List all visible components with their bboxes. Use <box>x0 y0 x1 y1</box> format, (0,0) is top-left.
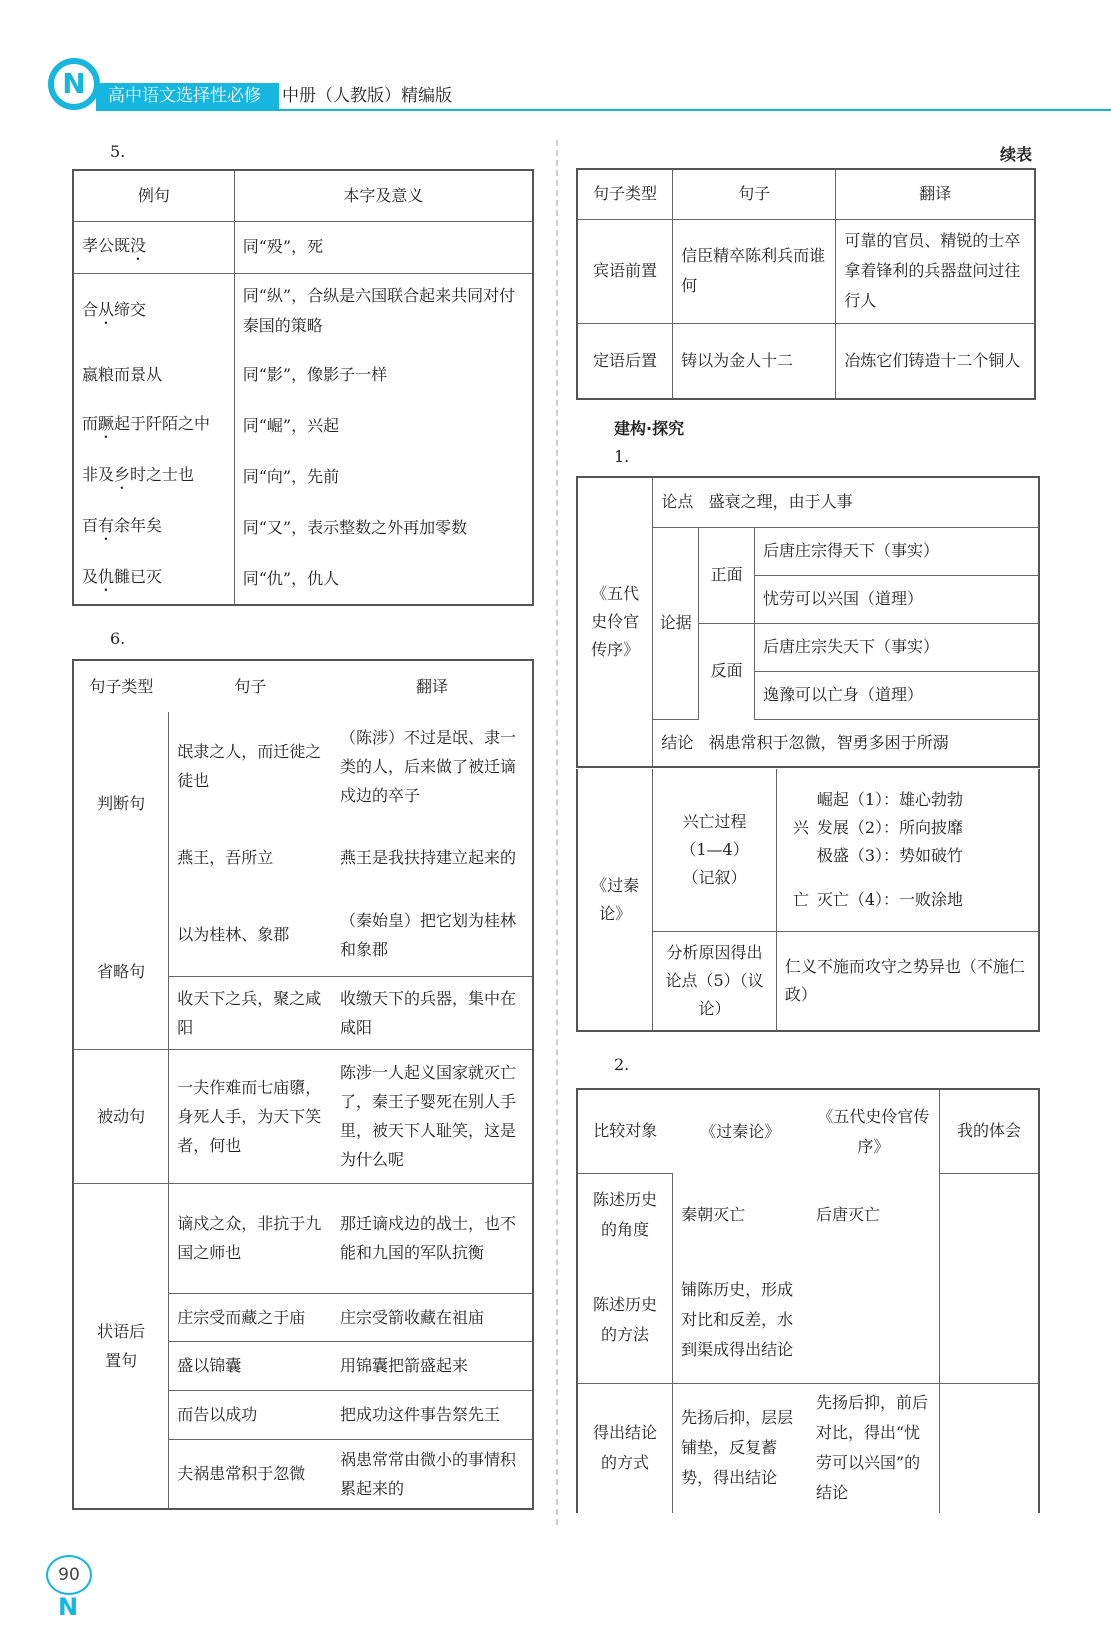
meaning-cell: 同“又”，表示整数之外再加零数 <box>234 502 533 553</box>
process-cell: 兴亡过程（1—4）（记叙） <box>653 769 777 931</box>
jielun-text: 祸患常积于忽微，智勇多困于所溺 <box>708 732 949 752</box>
table-row <box>577 323 1035 399</box>
table-row <box>73 1183 533 1293</box>
wang-stage: 灭亡（4）：一败涂地 <box>816 889 964 909</box>
guoqin-structure-table <box>576 769 1040 1032</box>
sentence-cell: 氓隶之人，而迁徙之徒也 <box>177 742 322 790</box>
example-text: 嬴粮而 <box>82 364 131 384</box>
type-cell: 被动句 <box>73 1049 169 1183</box>
translation-cell: 那迁谪戍边的战士，也不能和九国的军队抗衡 <box>332 1183 533 1293</box>
meaning-cell: 同“崛”，兴起 <box>234 400 533 451</box>
example-text: 雠已灭 <box>114 567 163 586</box>
meaning-cell: 同“纵”，合纵是六国联合起来共同对付秦国的策略 <box>234 273 533 349</box>
example-text: 余年矣 <box>114 516 163 535</box>
sec6-head-translation: 翻译 <box>415 677 448 696</box>
table-row <box>73 502 533 553</box>
example-text: 孝公既 <box>82 235 131 255</box>
sentence-cell: 庄宗受而藏之于庙 <box>169 1293 332 1341</box>
fanmian-label: 反面 <box>699 623 755 719</box>
table-row <box>73 553 533 605</box>
table-row <box>577 1383 1039 1513</box>
compare-wudai-cell: 后唐灭亡 <box>815 1205 880 1224</box>
translation-cell: 陈涉一人起义国家就灭亡了，秦王子婴死在别人手里，被天下人耻笑，这是为什么呢 <box>332 1049 533 1183</box>
table-row <box>73 1049 533 1183</box>
explore-label-1: 1. <box>614 447 630 466</box>
page-number: 90 <box>46 1555 92 1595</box>
compare-wudai-cell: 先扬后抑，前后对比，得出“忧劳可以兴国”的结论 <box>808 1383 939 1513</box>
compare-guoqin-cell: 先扬后抑，层层铺垫，反复蓄势，得出结论 <box>673 1383 808 1513</box>
compare-head-guoqin: 《过秦论》 <box>700 1121 781 1141</box>
sentence-cell: 盛以锦囊 <box>169 1341 332 1390</box>
dotted-char: 从 <box>98 299 115 319</box>
type-cell: 判断句 <box>73 712 169 894</box>
sentence-cell: 以为桂林、象郡 <box>169 894 332 976</box>
table-row <box>73 712 533 820</box>
example-text: 合 <box>82 299 99 319</box>
translation-cell: 燕王是我扶持建立起来的 <box>339 847 516 867</box>
meaning-cell: 同“殁”，死 <box>234 221 533 273</box>
xing-label: 兴 <box>792 817 809 837</box>
zheng-reason: 忧劳可以兴国（道理） <box>755 575 1039 623</box>
sentence-cell: 燕王，吾所立 <box>177 847 274 867</box>
translation-cell: 祸患常常由微小的事情积累起来的 <box>332 1439 533 1509</box>
example-text: 及 <box>82 567 99 586</box>
dotted-char: 乡 <box>114 465 131 484</box>
wang-label: 亡 <box>792 889 809 909</box>
table-row <box>577 219 1035 323</box>
sec5-table <box>72 169 534 606</box>
wudai-structure-table <box>576 476 1040 768</box>
compare-note-cell <box>939 1383 1039 1513</box>
translation-cell: 收缴天下的兵器，集中在咸阳 <box>332 976 533 1049</box>
table-row <box>73 451 533 502</box>
zheng-fact: 后唐庄宗得天下（事实） <box>755 527 1039 575</box>
section-5-label: 5. <box>110 142 126 161</box>
fan-reason: 逸豫可以亡身（道理） <box>755 671 1039 719</box>
cont-head-translation: 翻译 <box>836 169 1035 219</box>
compare-head-wudai: 《五代史伶官传序》 <box>817 1106 930 1156</box>
header-rule <box>96 109 1111 111</box>
wudai-title: 《五代史伶官传序》 <box>577 477 653 767</box>
type-cell: 宾语前置 <box>577 219 673 323</box>
translation-cell: （陈涉）不过是氓、隶一类的人，后来做了被迁谪戍边的卒子 <box>339 727 516 805</box>
conclusion-cell: 仁义不施而攻守之势异也（不施仁政） <box>776 931 1039 1031</box>
compare-key: 陈述历史的方法 <box>577 1257 673 1383</box>
table-row <box>73 273 533 349</box>
example-text: 非及 <box>82 465 115 484</box>
sec5-head-meaning: 本字及意义 <box>234 170 533 221</box>
brand-logo: N <box>48 58 100 110</box>
page-logo-mark: N <box>58 1593 79 1621</box>
sentence-cell: 一夫作难而七庙隳，身死人手，为天下笑者，何也 <box>169 1049 332 1183</box>
example-text: 从 <box>146 364 163 384</box>
sentence-cell: 铸以为金人十二 <box>673 323 836 399</box>
sec5-head-example: 例句 <box>73 170 234 221</box>
dotted-char: 景 <box>130 364 147 384</box>
sec6-head-sentence: 句子 <box>234 677 267 696</box>
example-text: 百 <box>82 516 99 535</box>
series-title: 高中语文选择性必修 <box>96 83 279 109</box>
xing-stage-1: 崛起（1）：雄心勃勃 <box>816 789 964 809</box>
compare-key: 得出结论的方式 <box>577 1383 673 1513</box>
compare-guoqin-cell: 秦朝灭亡 <box>681 1205 746 1224</box>
zhengmian-label: 正面 <box>699 527 755 623</box>
example-text: 而 <box>82 414 99 433</box>
type-cell: 定语后置 <box>577 323 673 399</box>
analysis-cell: 分析原因得出论点（5）（议论） <box>653 931 777 1031</box>
book-title: 中册（人教版）精编版 <box>282 86 452 106</box>
compare-guoqin-cell: 铺陈历史，形成对比和反差，水到渠成得出结论 <box>673 1257 808 1383</box>
process-detail <box>776 769 1039 931</box>
translation-cell: 用锦囊把箭盛起来 <box>332 1341 533 1390</box>
translation-cell: （秦始皇）把它划为桂林和象郡 <box>332 894 533 976</box>
compare-wudai-cell <box>808 1257 939 1383</box>
explore-title: 建构·探究 <box>614 419 685 438</box>
sec6-table <box>72 659 534 1510</box>
translation-cell: 庄宗受箭收藏在祖庙 <box>332 1293 533 1341</box>
guoqin-title: 《过秦论》 <box>577 769 653 1031</box>
dotted-char: 没 <box>130 235 147 255</box>
lundian-row <box>653 477 1039 527</box>
meaning-cell: 同“仇”，仇人 <box>234 553 533 605</box>
xing-stage-3: 极盛（3）：势如破竹 <box>816 845 964 865</box>
dotted-char: 仇 <box>98 567 115 586</box>
sentence-cell: 夫祸患常积于忽微 <box>169 1439 332 1509</box>
lunju-label: 论据 <box>653 527 699 719</box>
fan-fact: 后唐庄宗失天下（事实） <box>755 623 1039 671</box>
dotted-char: 有 <box>98 516 115 535</box>
cont-head-sentence: 句子 <box>673 169 836 219</box>
dotted-char: 蹶 <box>98 414 115 433</box>
sentence-cell: 信臣精卒陈利兵而谁何 <box>673 219 836 323</box>
sentence-cell: 收天下之兵，聚之咸阳 <box>169 976 332 1049</box>
translation-cell: 把成功这件事告祭先王 <box>332 1390 533 1439</box>
sentence-cell: 谪戍之众，非抗于九国之师也 <box>169 1183 332 1293</box>
sentence-cell: 而告以成功 <box>169 1390 332 1439</box>
compare-table <box>576 1088 1040 1513</box>
column-divider <box>556 140 558 1525</box>
section-6-label: 6. <box>110 629 126 648</box>
table-row <box>73 349 533 400</box>
compare-key: 陈述历史的角度 <box>577 1173 673 1257</box>
table-row <box>577 1173 1039 1257</box>
table-row <box>73 221 533 273</box>
type-cell: 省略句 <box>73 894 169 1049</box>
compare-head-note: 我的体会 <box>939 1089 1039 1173</box>
example-text: 时之士也 <box>130 465 195 484</box>
page-header <box>0 55 1111 115</box>
meaning-cell: 同“向”，先前 <box>234 451 533 502</box>
cont-head-type: 句子类型 <box>577 169 673 219</box>
xing-stage-2: 发展（2）：所向披靡 <box>816 817 964 837</box>
lundian-text: 盛衰之理，由于人事 <box>708 492 853 512</box>
jielun-row <box>653 719 1039 767</box>
continued-label: 续表 <box>1000 145 1033 164</box>
table-row <box>73 894 533 976</box>
compare-note-cell <box>939 1173 1039 1383</box>
sec6-head-type: 句子类型 <box>89 677 154 696</box>
jielun-label: 结论 <box>661 732 694 752</box>
translation-cell: 可靠的官员、精锐的士卒拿着锋利的兵器盘问过往行人 <box>836 219 1035 323</box>
example-text: 缔交 <box>114 299 147 319</box>
compare-head-object: 比较对象 <box>577 1089 673 1173</box>
type-cell: 状语后置句 <box>73 1183 169 1509</box>
lundian-label: 论点 <box>661 492 694 512</box>
explore-label-2: 2. <box>614 1055 630 1074</box>
translation-cell: 冶炼它们铸造十二个铜人 <box>836 323 1035 399</box>
continued-table <box>576 168 1036 400</box>
table-row <box>73 400 533 451</box>
meaning-cell: 同“影”，像影子一样 <box>234 349 533 400</box>
example-text: 起于阡陌之中 <box>114 414 211 433</box>
